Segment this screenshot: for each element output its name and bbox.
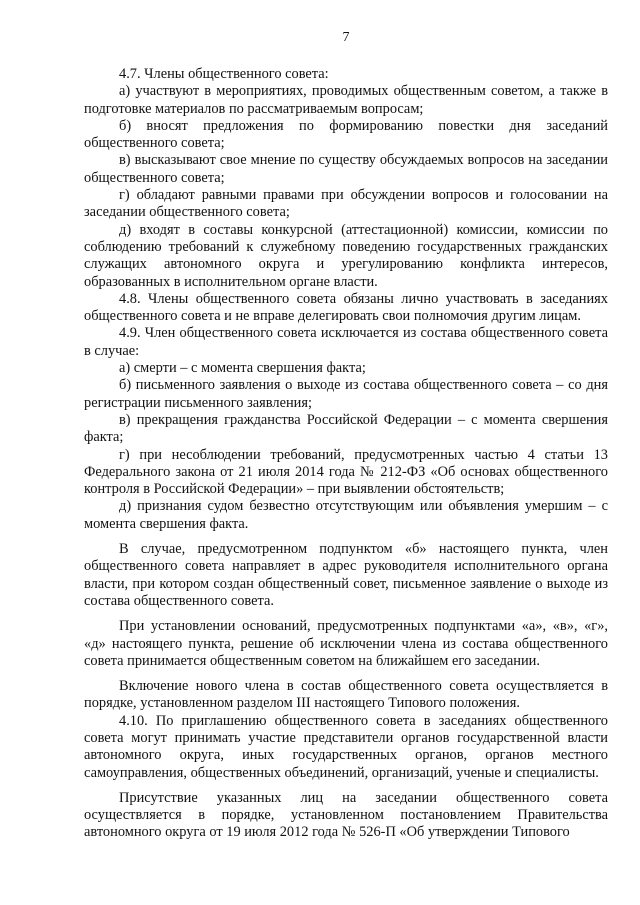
page-number: 7	[342, 30, 350, 45]
paragraph-4-9-b: б) письменного заявления о выходе из состава общественного совета – со дня регистрации письменного заявления;	[84, 377, 608, 411]
paragraph-4-9-g: г) при несоблюдении требований, предусмотренных частью 4 статьи 13 Федерального закона от 21 июля 2014 года № 212-ФЗ «Об основах общественного контроля в Российской Федерации» – при выявлении обстоятельств;	[84, 446, 608, 498]
document-body	[84, 66, 608, 842]
paragraph-4-7-d: д) входят в составы конкурсной (аттестационной) комиссии, комиссии по соблюдению требований к служебному поведению государственных гражданских служащих автономного округа и урегулированию конфликта интересов, образованных в исполнительном органе власти.	[84, 221, 608, 290]
paragraph-4-7-v: в) высказывают свое мнение по существу обсуждаемых вопросов на заседании общественного совета;	[84, 152, 608, 186]
paragraph-4-9-a: а) смерти – с момента свершения факта;	[119, 360, 366, 377]
paragraph-4-10: 4.10. По приглашению общественного совета в заседаниях общественного совета могут принимать участие представители органов государственной власти автономного округа, иных государственных органов, органов местного самоуправления, общественных объединений, организаций, ученые и специалисты.	[84, 712, 608, 781]
paragraph-4-9-heading: 4.9. Член общественного совета исключается из состава общественного совета в случае:	[84, 325, 608, 359]
paragraph-4-7-g: г) обладают равными правами при обсуждении вопросов и голосовании на заседании общественного совета;	[84, 187, 608, 221]
paragraph-new-member: Включение нового члена в состав общественного совета осуществляется в порядке, установленном разделом III настоящего Типового положения.	[84, 678, 608, 712]
paragraph-4-7-a: а) участвуют в мероприятиях, проводимых общественным советом, а также в подготовке материалов по рассматриваемым вопросам;	[84, 83, 608, 117]
paragraph-presence: Присутствие указанных лиц на заседании общественного совета осуществляется в порядке, установленном постановлением Правительства автономного округа от 19 июля 2012 года № 526-П «Об утверждении Типового	[84, 789, 608, 841]
paragraph-case-b: В случае, предусмотренном подпунктом «б» настоящего пункта, член общественного совета направляет в адрес руководителя исполнительного органа власти, при котором создан общественный совет, письменное заявление о выходе из состава общественного совета.	[84, 541, 608, 609]
paragraph-4-8: 4.8. Члены общественного совета обязаны лично участвовать в заседаниях общественного совета и не вправе делегировать свои полномочия другим лицам.	[84, 290, 608, 325]
paragraph-4-9-v: в) прекращения гражданства Российской Федерации – с момента свершения факта;	[84, 411, 608, 446]
paragraph-4-9-d: д) признания судом безвестно отсутствующим или объявления умершим – с момента свершения факта.	[84, 498, 608, 532]
paragraph-4-7-b: б) вносят предложения по формированию повестки дня заседаний общественного совета;	[84, 117, 608, 152]
paragraph-exclusion-decision: При установлении оснований, предусмотренных подпунктами «а», «в», «г», «д» настоящего пункта, решение об исключении члена из состава общественного совета принимается общественным советом на ближайшем его заседании.	[84, 618, 608, 669]
paragraph-4-7-heading: 4.7. Члены общественного совета:	[119, 66, 329, 82]
